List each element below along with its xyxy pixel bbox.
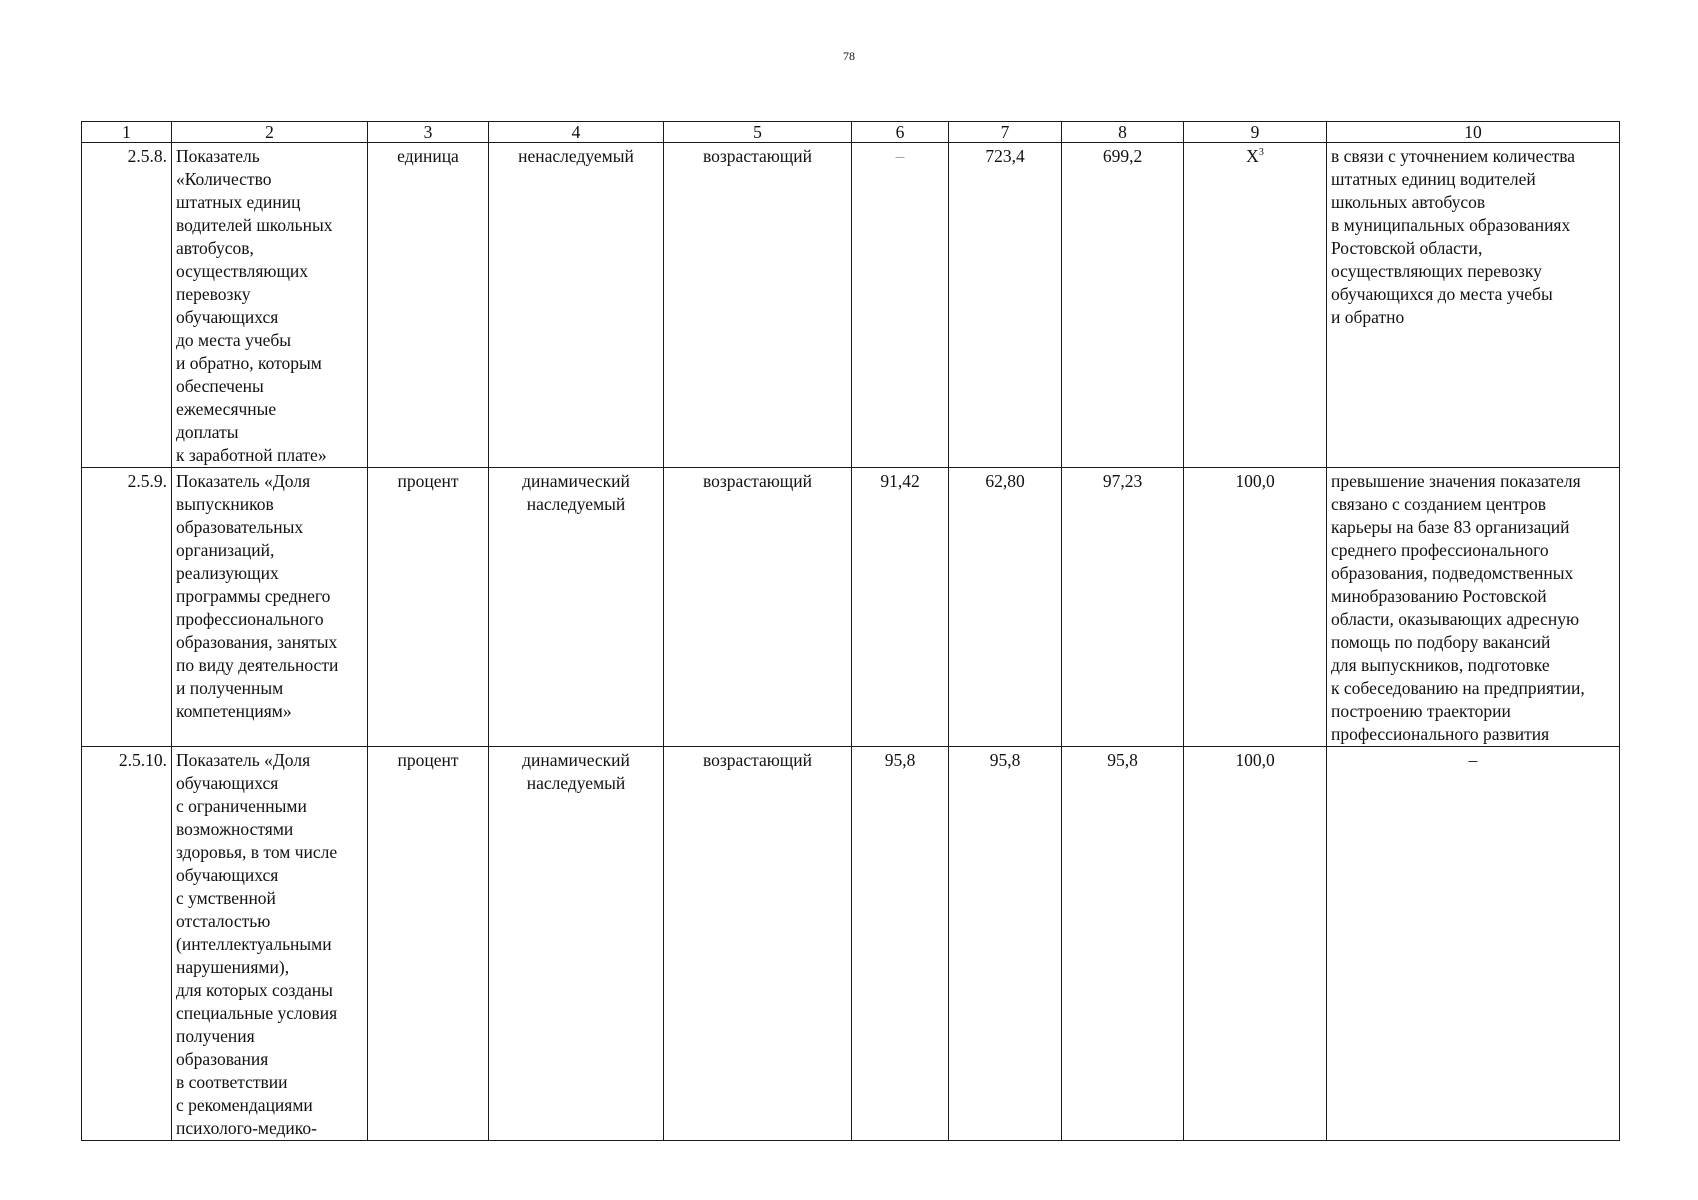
- column-header: 6: [852, 122, 949, 143]
- indicator-type-cell: ненаследуемый: [489, 143, 664, 468]
- value-col6: 91,42: [852, 468, 949, 747]
- column-header: 2: [172, 122, 368, 143]
- page-number: 78: [843, 49, 855, 63]
- indicator-type-cell: динамический наследуемый: [489, 747, 664, 1141]
- column-header: 10: [1327, 122, 1620, 143]
- indicator-name: Показатель «Доля обучающихся с ограниченными возможностями здоровья, в том числе обучающихся с умственной отсталостью (интеллектуальными нарушениями), для которых созданы специальные условия получения образования в соответствии с рекомендациями психолого-медико-: [172, 747, 368, 1141]
- column-header: 3: [368, 122, 489, 143]
- column-header: 1: [82, 122, 172, 143]
- unit-cell: процент: [368, 468, 489, 747]
- column-header: 9: [1184, 122, 1327, 143]
- value-col7: 95,8: [949, 747, 1062, 1141]
- indicator-name: Показатель «Количество штатных единиц водителей школьных автобусов, осуществляющих перевозку обучающихся до места учебы и обратно, которым обеспечены ежемесячные доплаты к заработной плате»: [172, 143, 368, 468]
- column-header: 4: [489, 122, 664, 143]
- column-header: 5: [664, 122, 852, 143]
- indicator-type-cell: динамический наследуемый: [489, 468, 664, 747]
- unit-cell: единица: [368, 143, 489, 468]
- value-col7: 62,80: [949, 468, 1062, 747]
- comment-cell: превышение значения показателя связано с созданием центров карьеры на базе 83 организаций среднего профессионального образования, подведомственных минобразованию Ростовской области, оказывающих адресную помощь по подбору вакансий для выпускников, подготовке к собеседованию на предприятии, построению траектории профессионального развития: [1327, 468, 1620, 747]
- comment-cell: –: [1327, 747, 1620, 1141]
- footnote-mark: 3: [1258, 147, 1264, 159]
- value-col6: –: [852, 143, 949, 468]
- row-number: 2.5.9.: [82, 468, 172, 747]
- indicators-table: [81, 121, 1620, 1141]
- comment-cell: в связи с уточнением количества штатных единиц водителей школьных автобусов в муниципальных образованиях Ростовской области, осуществляющих перевозку обучающихся до места учебы и обратно: [1327, 143, 1620, 468]
- value-col7: 723,4: [949, 143, 1062, 468]
- table-row: [82, 747, 1620, 1141]
- unit-cell: процент: [368, 747, 489, 1141]
- direction-cell: возрастающий: [664, 468, 852, 747]
- value-col9: [1184, 143, 1327, 468]
- value-col9-text: X: [1246, 146, 1259, 166]
- value-col8: 97,23: [1062, 468, 1184, 747]
- table-header-row: [82, 122, 1620, 143]
- row-number: 2.5.8.: [82, 143, 172, 468]
- value-col8: 699,2: [1062, 143, 1184, 468]
- value-col9: 100,0: [1184, 468, 1327, 747]
- direction-cell: возрастающий: [664, 143, 852, 468]
- value-col8: 95,8: [1062, 747, 1184, 1141]
- direction-cell: возрастающий: [664, 747, 852, 1141]
- column-header: 8: [1062, 122, 1184, 143]
- table-row: [82, 468, 1620, 747]
- value-col9: 100,0: [1184, 747, 1327, 1141]
- column-header: 7: [949, 122, 1062, 143]
- value-col6: 95,8: [852, 747, 949, 1141]
- row-number: 2.5.10.: [82, 747, 172, 1141]
- indicator-name: Показатель «Доля выпускников образовательных организаций, реализующих программы среднего профессионального образования, занятых по виду деятельности и полученным компетенциям»: [172, 468, 368, 747]
- table-row: [82, 143, 1620, 468]
